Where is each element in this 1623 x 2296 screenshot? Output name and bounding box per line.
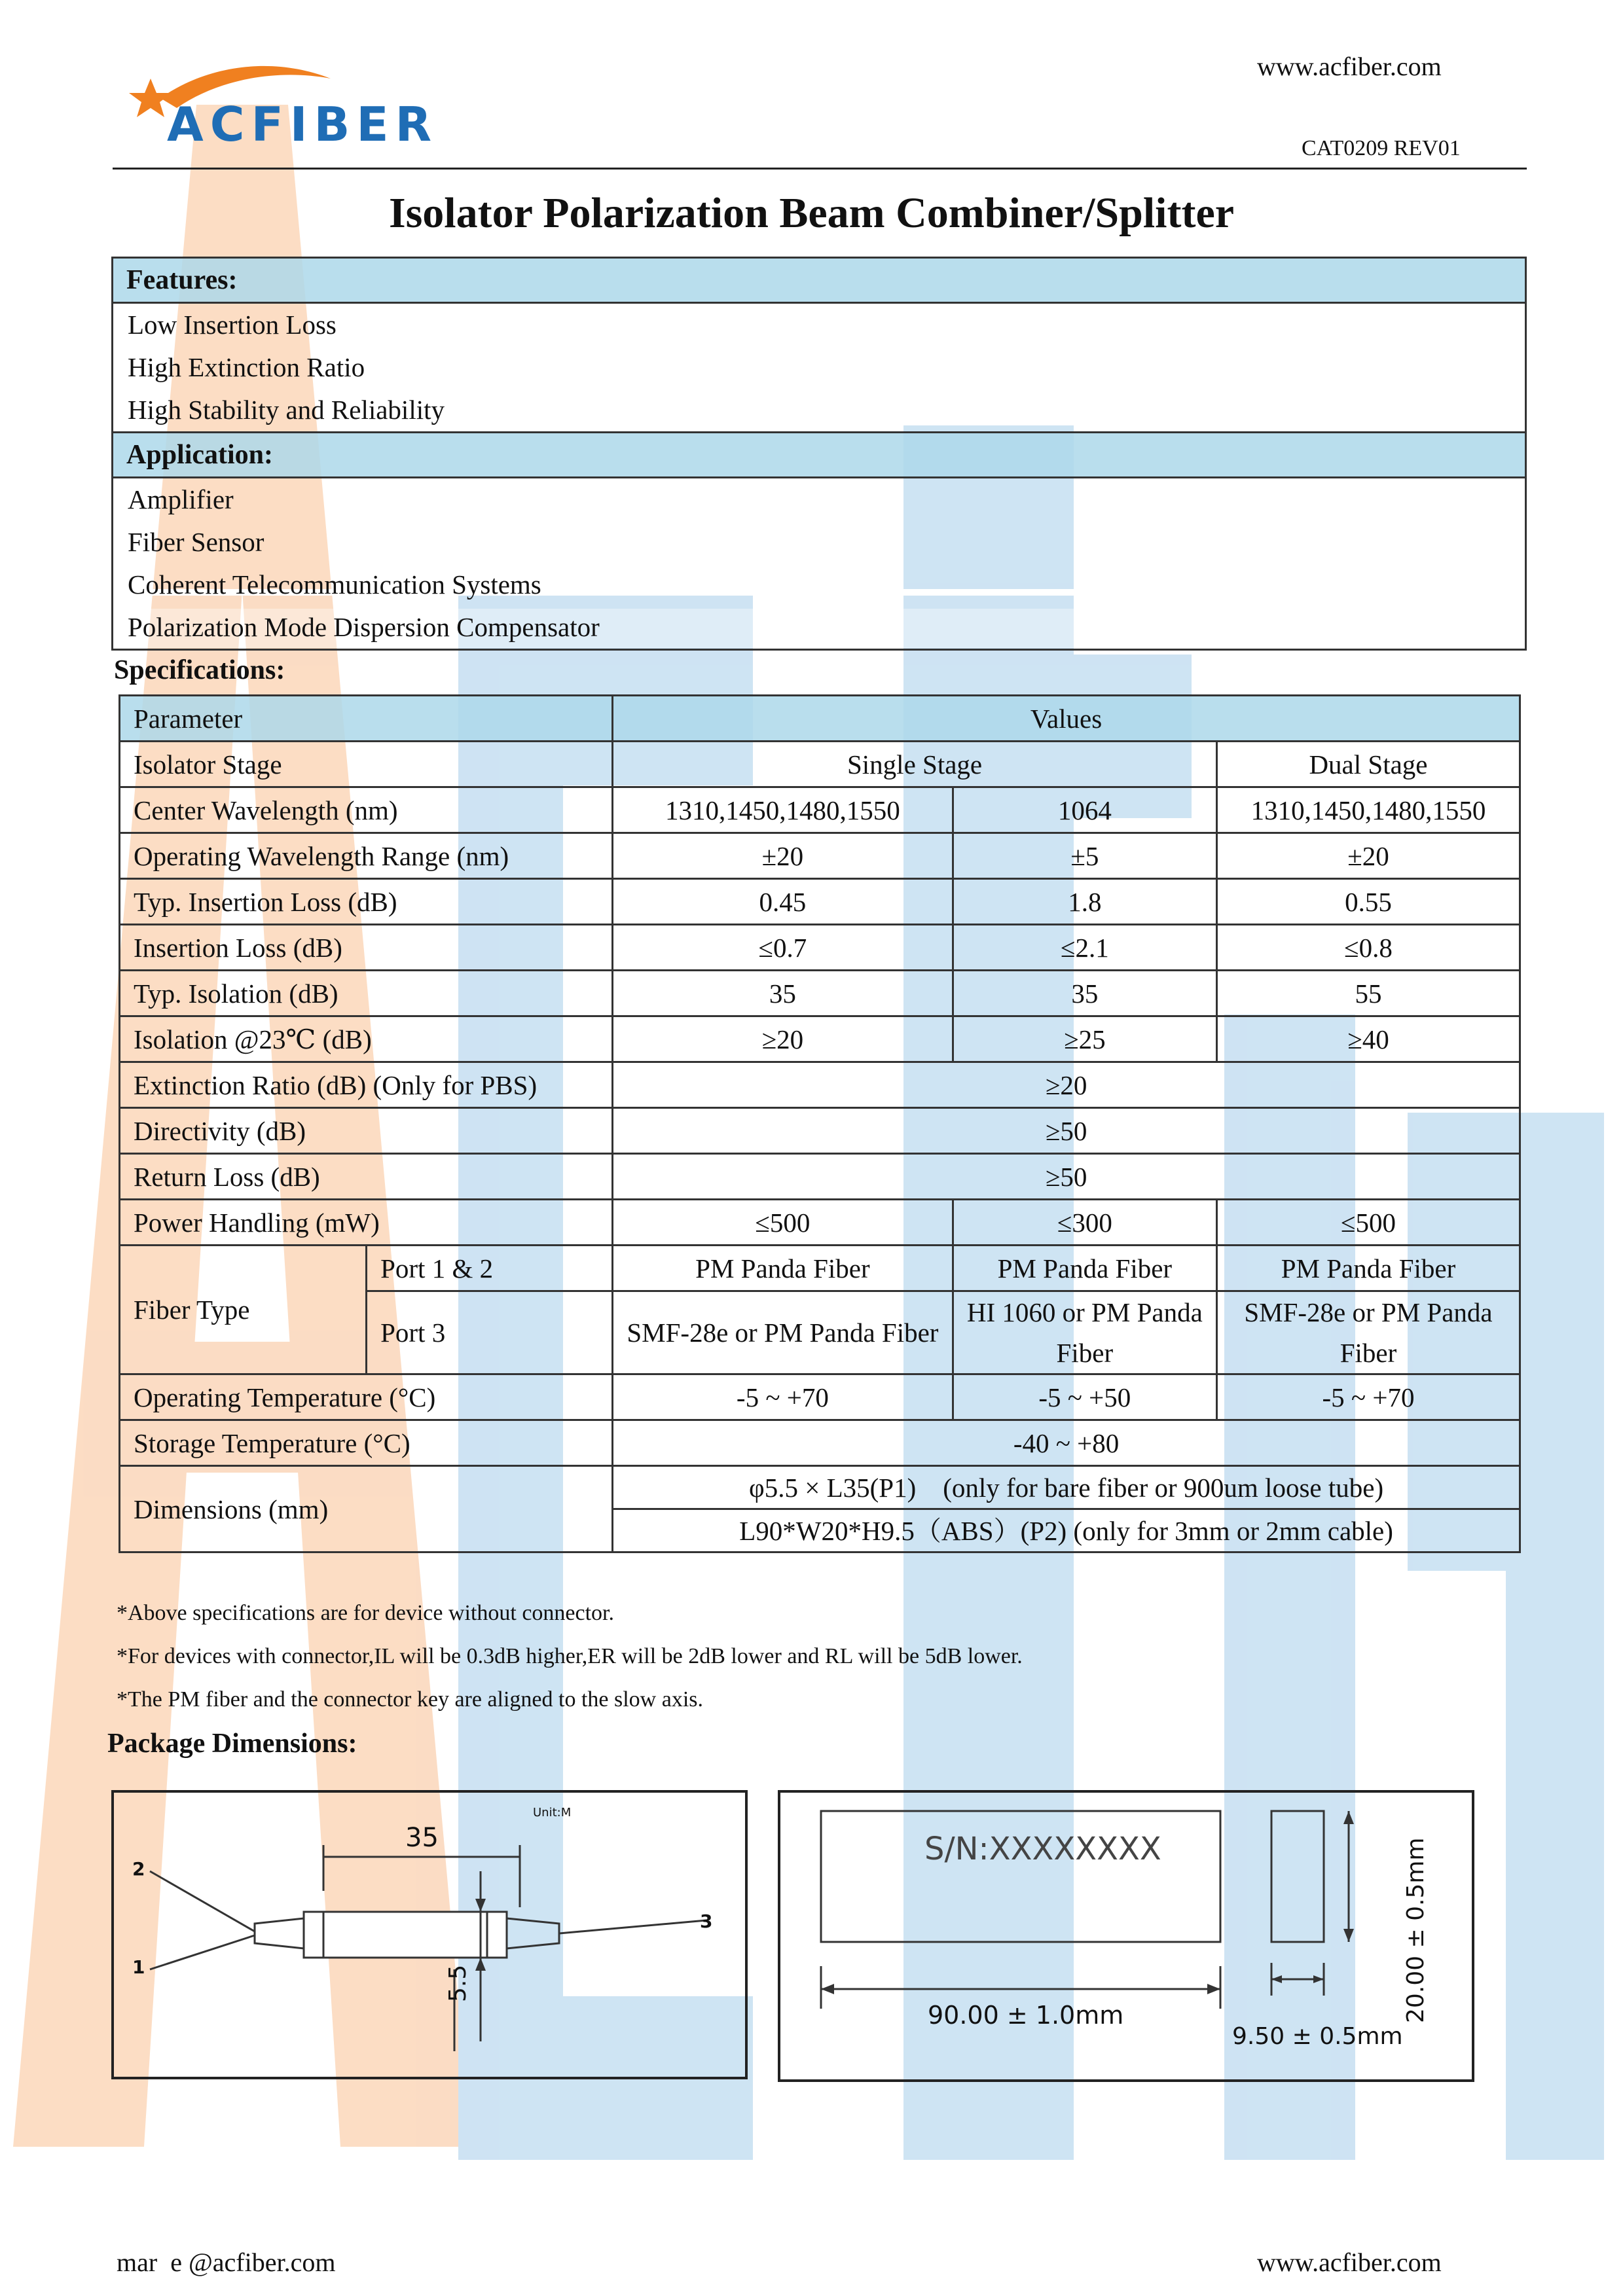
table-cell: PM Panda Fiber — [1216, 1246, 1520, 1291]
table-cell: ≥20 — [613, 1062, 1520, 1108]
specifications-table — [119, 694, 1521, 1553]
table-cell: ≥25 — [953, 1016, 1216, 1062]
table-cell: ≤500 — [1216, 1200, 1520, 1246]
table-row — [120, 1466, 1520, 1509]
table-cell: 0.55 — [1216, 879, 1520, 925]
application-heading: Application: — [113, 431, 1525, 478]
application-item: Polarization Mode Dispersion Compensator — [128, 612, 600, 642]
row-label: Fiber Type — [120, 1246, 367, 1374]
features-heading: Features: — [113, 259, 1525, 304]
features-application-box — [111, 257, 1527, 651]
package-drawing-p1 — [111, 1790, 748, 2079]
single-stage-cell: Single Stage — [613, 742, 1217, 787]
note: *For devices with connector,IL will be 0.3dB higher,ER will be 2dB lower and RL will be 5dB lower. — [117, 1644, 1023, 1668]
row-label: Operating Wavelength Range (nm) — [120, 833, 613, 879]
row-label: Typ. Insertion Loss (dB) — [120, 879, 613, 925]
table-cell: -5 ~ +70 — [613, 1374, 953, 1420]
specifications-heading: Specifications: — [114, 655, 285, 685]
table-cell: ±5 — [953, 833, 1216, 879]
table-cell: SMF-28e or PM Panda Fiber — [613, 1291, 953, 1374]
doc-number: CAT0209 REV01 — [1302, 136, 1461, 160]
table-cell: ≤500 — [613, 1200, 953, 1246]
table-row — [120, 1420, 1520, 1466]
table-cell: ≥20 — [613, 1016, 953, 1062]
header-divider — [113, 168, 1527, 170]
length-label: 90.00 ± 1.0mm — [928, 2001, 1124, 2030]
package-drawing-p2 — [778, 1790, 1474, 2082]
header-values: Values — [613, 696, 1520, 742]
row-label: Dimensions (mm) — [120, 1466, 613, 1552]
note: *The PM fiber and the connector key are aligned to the slow axis. — [117, 1687, 704, 1712]
table-cell: -40 ~ +80 — [613, 1420, 1520, 1466]
table-cell: 35 — [613, 971, 953, 1016]
table-cell: ≤0.8 — [1216, 925, 1520, 971]
row-label: Isolator Stage — [120, 742, 613, 787]
table-header-row — [120, 696, 1520, 742]
sub-row-label: Port 1 & 2 — [367, 1246, 613, 1291]
table-cell: L90*W20*H9.5（ABS）(P2) (only for 3mm or 2mm cable) — [613, 1509, 1520, 1552]
table-cell: 1064 — [953, 787, 1216, 833]
table-cell: ±20 — [1216, 833, 1520, 879]
table-cell: ≥40 — [1216, 1016, 1520, 1062]
row-label: Center Wavelength (nm) — [120, 787, 613, 833]
table-row — [120, 1108, 1520, 1154]
table-cell: φ5.5 × L35(P1) (only for bare fiber or 900um loose tube) — [613, 1466, 1520, 1509]
table-cell: ≤2.1 — [953, 925, 1216, 971]
table-cell: ≤300 — [953, 1200, 1216, 1246]
table-cell: 1.8 — [953, 879, 1216, 925]
row-label: Insertion Loss (dB) — [120, 925, 613, 971]
port-1-label: 1 — [132, 1956, 145, 1978]
dual-stage-cell: Dual Stage — [1216, 742, 1520, 787]
port-3-label: 3 — [700, 1910, 713, 1932]
footer-email[interactable]: mar e @acfiber.com — [117, 2248, 336, 2277]
feature-item: High Extinction Ratio — [128, 352, 365, 382]
brand-name: ACFIBER — [167, 97, 439, 152]
length-label: 35 — [405, 1823, 439, 1853]
row-label: Isolation @23℃ (dB) — [120, 1016, 613, 1062]
row-label: Typ. Isolation (dB) — [120, 971, 613, 1016]
row-label: Power Handling (mW) — [120, 1200, 613, 1246]
header-parameter: Parameter — [120, 696, 613, 742]
row-label: Storage Temperature (°C) — [120, 1420, 613, 1466]
table-row — [120, 742, 1520, 787]
note: *Above specifications are for device without connector. — [117, 1601, 615, 1625]
table-cell: PM Panda Fiber — [613, 1246, 953, 1291]
table-cell: 1310,1450,1480,1550 — [613, 787, 953, 833]
table-cell: ≤0.7 — [613, 925, 953, 971]
width-label: 9.50 ± 0.5mm — [1232, 2023, 1403, 2050]
table-cell: 0.45 — [613, 879, 953, 925]
package-heading: Package Dimensions: — [107, 1729, 357, 1759]
table-row — [120, 1374, 1520, 1420]
table-cell: SMF-28e or PM Panda Fiber — [1216, 1291, 1520, 1374]
table-row — [120, 1016, 1520, 1062]
feature-item: Low Insertion Loss — [128, 310, 337, 340]
table-cell: ≥50 — [613, 1154, 1520, 1200]
table-row — [120, 925, 1520, 971]
application-item: Coherent Telecommunication Systems — [128, 569, 541, 600]
height-label: 20.00 ± 0.5mm — [1402, 1837, 1429, 2023]
page-title: Isolator Polarization Beam Combiner/Splitter — [388, 189, 1235, 237]
table-cell: PM Panda Fiber — [953, 1246, 1216, 1291]
table-cell: -5 ~ +50 — [953, 1374, 1216, 1420]
table-row — [120, 879, 1520, 925]
table-cell: ≥50 — [613, 1108, 1520, 1154]
serial-number-label: S/N:XXXXXXXX — [924, 1831, 1161, 1867]
feature-item: High Stability and Reliability — [128, 395, 445, 425]
table-row — [120, 971, 1520, 1016]
table-cell: -5 ~ +70 — [1216, 1374, 1520, 1420]
row-label: Operating Temperature (°C) — [120, 1374, 613, 1420]
table-cell: ±20 — [613, 833, 953, 879]
footer-url[interactable]: www.acfiber.com — [1257, 2248, 1442, 2277]
unit-label: Unit:M — [533, 1806, 572, 1820]
row-label: Directivity (dB) — [120, 1108, 613, 1154]
table-cell: 35 — [953, 971, 1216, 1016]
table-cell: 1310,1450,1480,1550 — [1216, 787, 1520, 833]
table-row — [120, 787, 1520, 833]
table-cell: 55 — [1216, 971, 1520, 1016]
row-label: Extinction Ratio (dB) (Only for PBS) — [120, 1062, 613, 1108]
table-row — [120, 1200, 1520, 1246]
table-row — [120, 833, 1520, 879]
sub-row-label: Port 3 — [367, 1291, 613, 1374]
application-item: Fiber Sensor — [128, 527, 264, 557]
row-label: Return Loss (dB) — [120, 1154, 613, 1200]
diameter-label: 5.5 — [445, 1964, 471, 2002]
port-2-label: 2 — [132, 1858, 145, 1880]
table-cell: HI 1060 or PM Panda Fiber — [953, 1291, 1216, 1374]
header-url[interactable]: www.acfiber.com — [1257, 52, 1442, 81]
brand-logo — [115, 52, 468, 151]
table-row — [120, 1154, 1520, 1200]
application-item: Amplifier — [128, 484, 234, 514]
table-row — [120, 1062, 1520, 1108]
table-row — [120, 1246, 1520, 1291]
